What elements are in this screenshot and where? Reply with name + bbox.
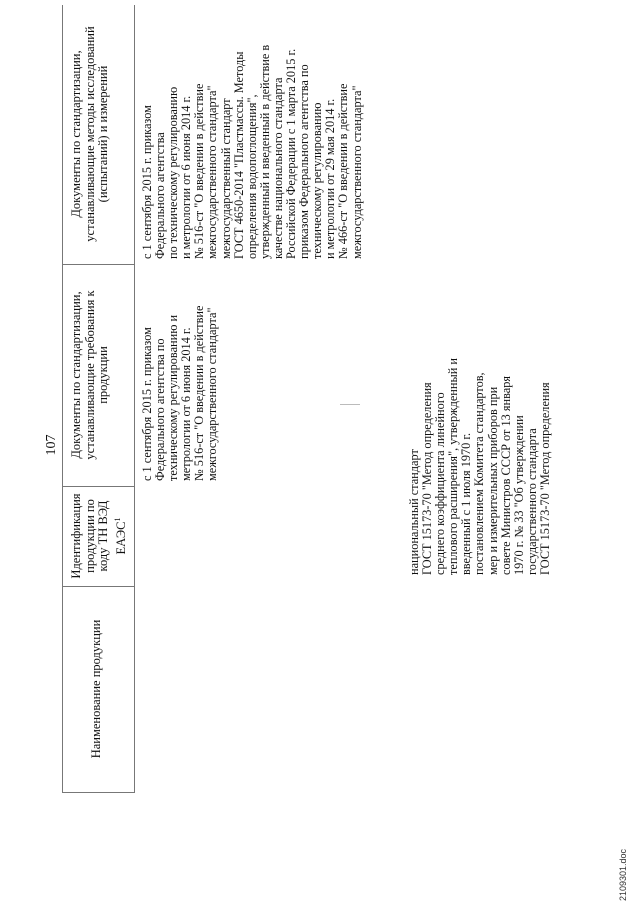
col-divider-2 [62,486,134,487]
header-tn-ved-code-text: Идентификация продукции по коду ТН ВЭД ЕАЭС [69,493,128,579]
col-divider-faint [340,404,360,405]
header-footnote-mark: 1 [112,517,122,522]
table-top-border [62,5,63,793]
page-number: 107 [44,434,59,456]
footer-filename: 2109301.doc [618,848,628,901]
col-divider-3 [62,264,134,265]
header-test-methods-docs [70,9,111,259]
test-methods-docs-cell-bottom: национальный стандарт ГОСТ 15173-70 "Метод определения среднего коэффициента линейного теплового расширения", утвержденный и введенный с 1 июля 1970 г. постановлением Комитета стандартов, мер и измерительных приборов при совете Министров СССР от 13 января 1970 г. № 33 "Об утверждении государственного стандарта ГОСТ 15173-70 "Метод определения [407,358,552,575]
header-requirements-docs [70,269,111,481]
header-product-name-text: Наименование продукции [89,619,103,759]
table-left-border [62,792,134,793]
header-tn-ved-code [70,489,128,583]
header-product-name [90,591,104,787]
requirements-docs-cell: с 1 сентября 2015 г. приказом Федерального агентства по техническому регулированию и метрологии от 6 июня 2014 г. № 516-ст "О введении в действие межгосударственного стандарта" [140,305,220,481]
header-requirements-docs-text: Документы по стандартизации, устанавливающие требования к продукции [69,290,110,460]
header-test-methods-docs-text: Документы по стандартизации, устанавливающие методы исследований (испытаний) и измерений [69,26,110,242]
test-methods-docs-cell-top: с 1 сентября 2015 г. приказом Федерального агентства по техническому регулированию и метрологии от 6 июня 2014 г. № 516-ст "О введении в действие межгосударственного стандарта" межгосударственный стандарт ГОСТ 4650-2014 "Пластмассы. Методы определения водопоглощения", утвержденный и введенный в действие в качестве национального стандарта Российской Федерации с 1 марта 2015 г. приказом Федерального агентства по техническому регулированию и метрологии от 29 мая 2014 г. № 466-ст "О введении в действие межгосударственного стандарта" [140,44,364,259]
col-divider-1 [62,586,134,587]
header-bottom-border [134,5,135,793]
